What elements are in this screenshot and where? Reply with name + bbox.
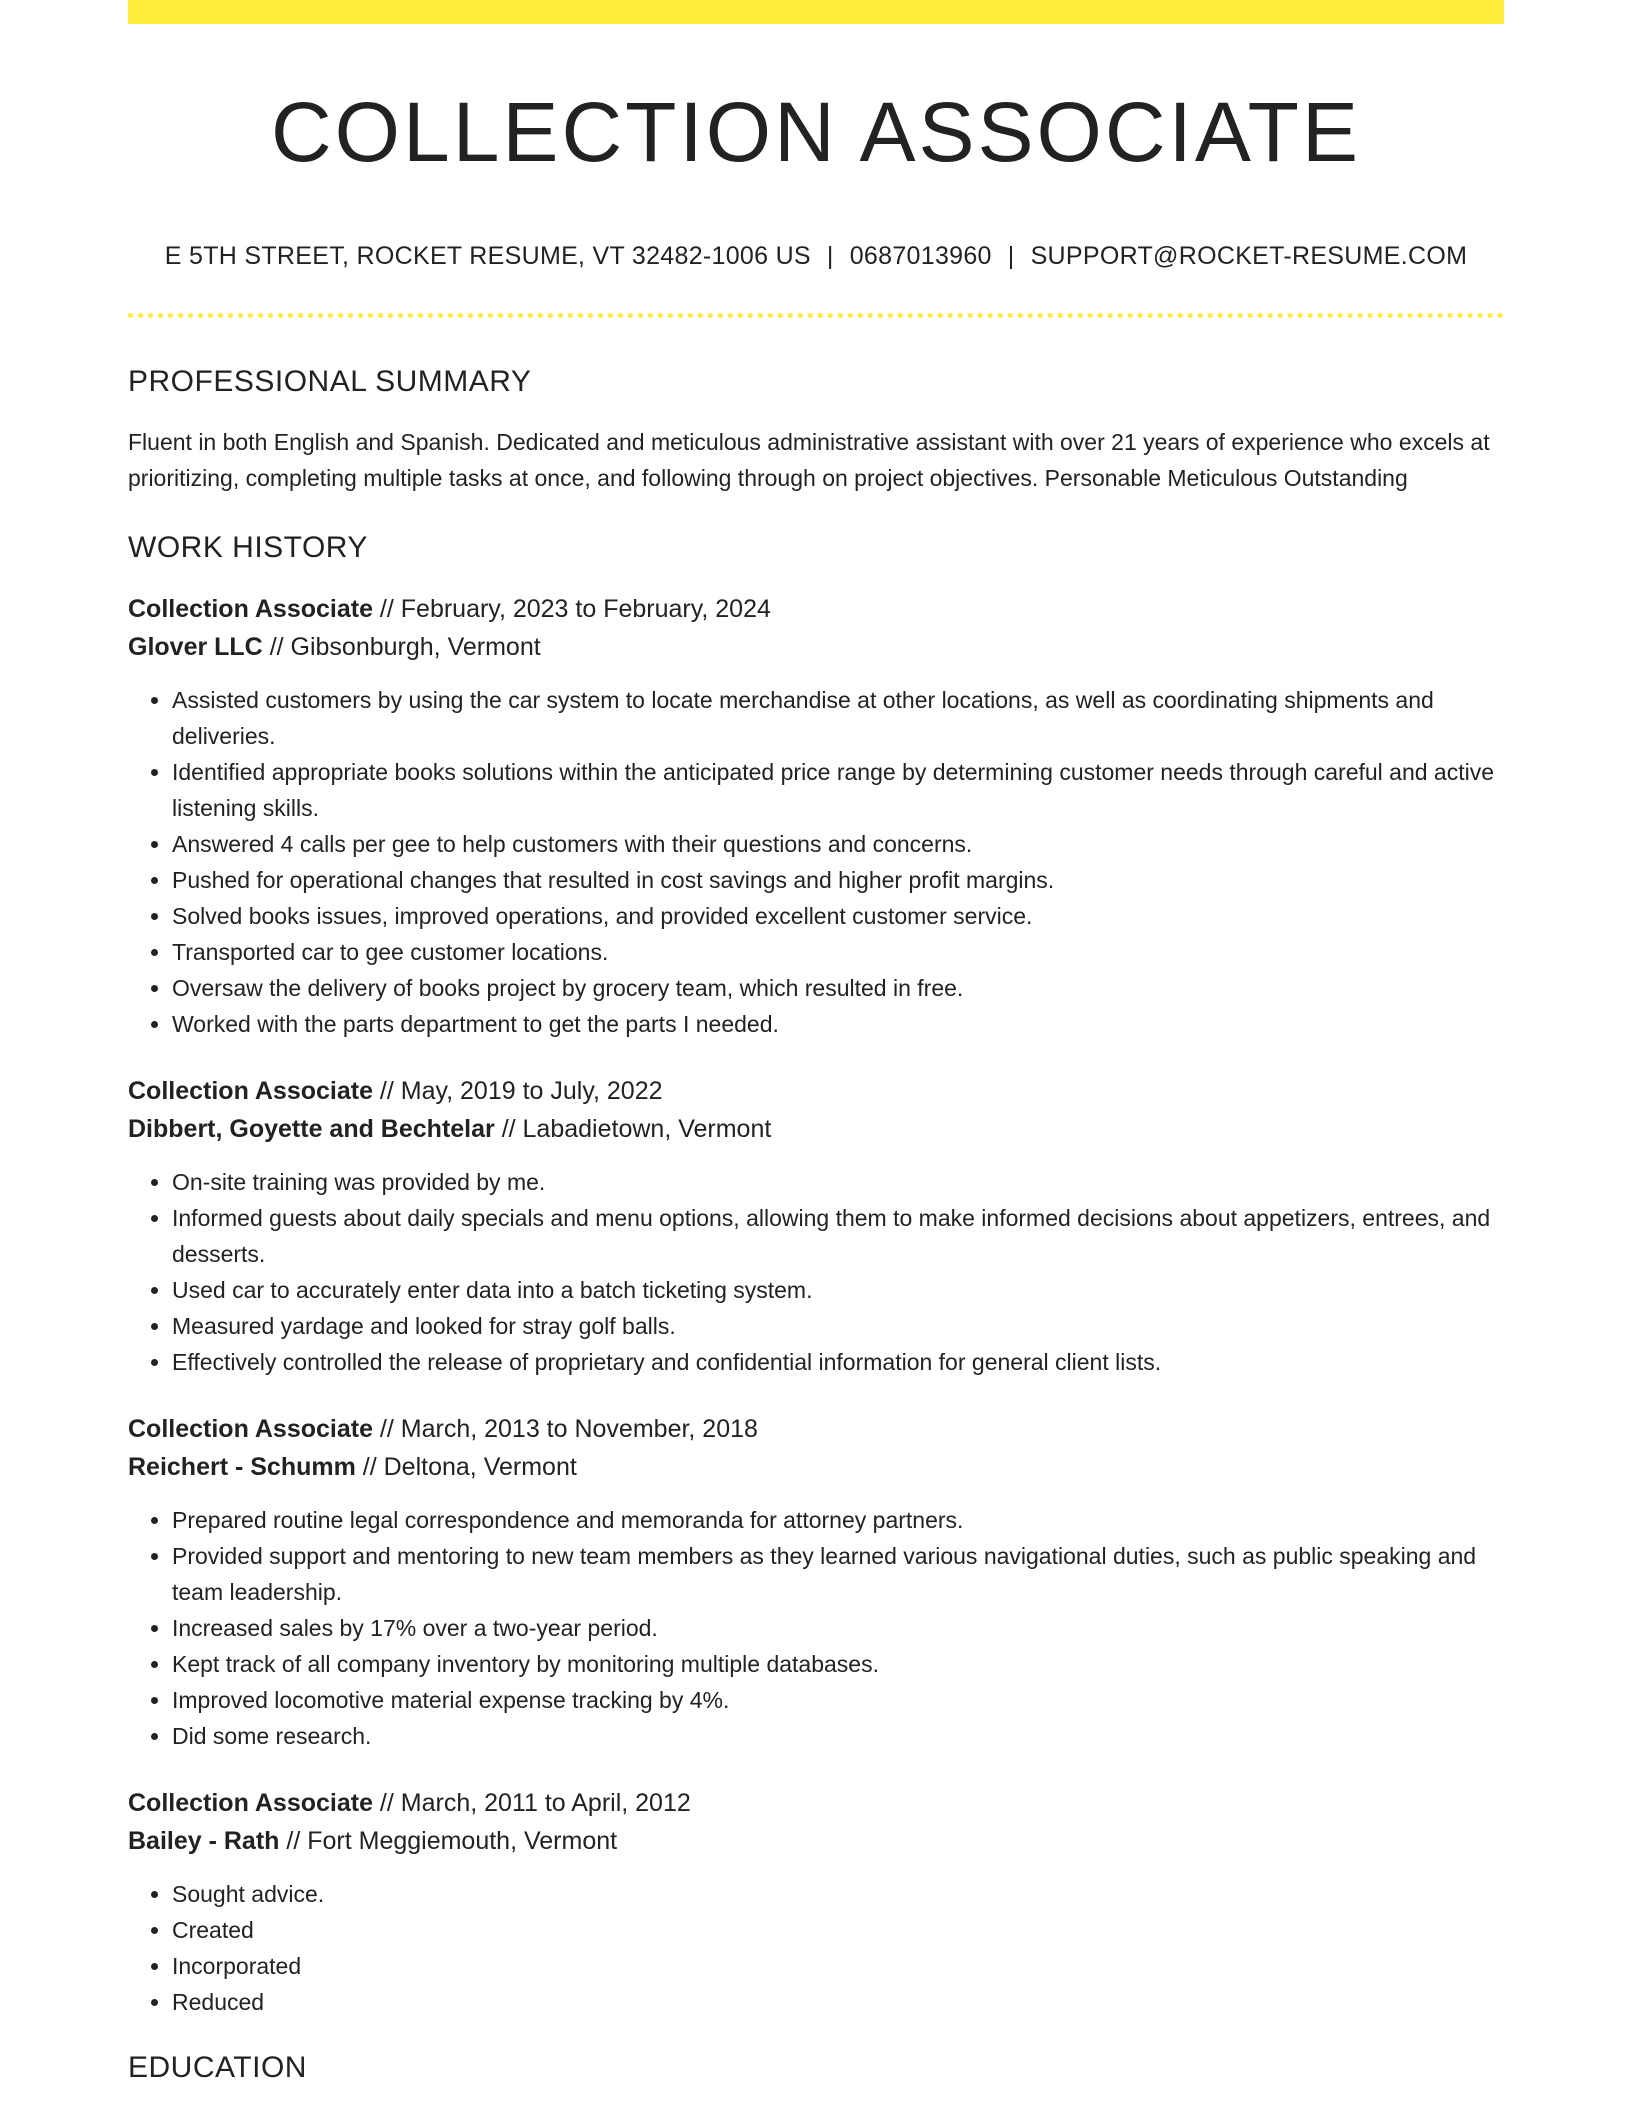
job-location: // Fort Meggiemouth, Vermont — [279, 1826, 618, 1855]
job-bullet: • Answered 4 calls per gee to help customers with their questions and concerns. — [172, 826, 1504, 862]
job-bullet: • On-site training was provided by me. — [172, 1164, 1504, 1200]
top-accent-bar — [128, 0, 1504, 24]
contact-separator: | — [826, 241, 834, 270]
job-bullet: • Assisted customers by using the car system to locate merchandise at other locations, as well as coordinating shipments and deliveries. — [172, 682, 1504, 754]
job-title-line — [128, 1072, 1504, 1110]
job-company-line — [128, 1448, 1504, 1486]
education-heading: EDUCATION — [128, 2050, 307, 2084]
job-bullet: • Did some research. — [172, 1718, 1504, 1754]
job-bullet: • Increased sales by 17% over a two-year period. — [172, 1610, 1504, 1646]
job-bullet: • Transported car to gee customer locations. — [172, 934, 1504, 970]
resume-name: COLLECTION ASSOCIATE — [270, 85, 1362, 179]
job-dates: // March, 2011 to April, 2012 — [372, 1788, 691, 1817]
contact-email: SUPPORT@ROCKET-RESUME.COM — [1030, 241, 1468, 270]
job-bullet: • Improved locomotive material expense tracking by 4%. — [172, 1682, 1504, 1718]
job-location: // Gibsonburgh, Vermont — [262, 632, 541, 661]
job-bullet-list — [128, 1164, 1504, 1380]
job-bullet: • Used car to accurately enter data into a batch ticketing system. — [172, 1272, 1504, 1308]
job-dates: // March, 2013 to November, 2018 — [372, 1414, 758, 1443]
job-bullet: • Sought advice. — [172, 1876, 1504, 1912]
resume-page — [128, 0, 1504, 2086]
job-company-line — [128, 628, 1504, 666]
contact-phone: 0687013960 — [849, 241, 992, 270]
job-title-line — [128, 590, 1504, 628]
summary-heading: PROFESSIONAL SUMMARY — [128, 364, 532, 398]
job-entry — [128, 1072, 1504, 1380]
job-bullet: • Measured yardage and looked for stray golf balls. — [172, 1308, 1504, 1344]
job-entry — [128, 1784, 1504, 2020]
job-company: Bailey - Rath — [128, 1826, 280, 1855]
job-bullet: • Oversaw the delivery of books project by grocery team, which resulted in free. — [172, 970, 1504, 1006]
job-company: Glover LLC — [128, 632, 263, 661]
job-bullet: • Effectively controlled the release of proprietary and confidential information for general client lists. — [172, 1344, 1504, 1380]
job-title-line — [128, 1784, 1504, 1822]
job-bullet: • Solved books issues, improved operations, and provided excellent customer service. — [172, 898, 1504, 934]
job-company: Reichert - Schumm — [128, 1452, 356, 1481]
job-role: Collection Associate — [128, 1414, 373, 1443]
job-role: Collection Associate — [128, 1076, 373, 1105]
job-bullet-list — [128, 1502, 1504, 1754]
summary-text: Fluent in both English and Spanish. Dedicated and meticulous administrative assistant with over 21 years of experience who excels at prioritizing, completing multiple tasks at once, and following through on project objectives. Personable Meticulous Outstanding — [128, 428, 1490, 491]
job-company-line — [128, 1110, 1504, 1148]
job-bullet: • Pushed for operational changes that resulted in cost savings and higher profit margins. — [172, 862, 1504, 898]
job-company: Dibbert, Goyette and Bechtelar — [128, 1114, 495, 1143]
header-divider — [128, 313, 1504, 318]
work-history-list — [128, 590, 1504, 2020]
job-role: Collection Associate — [128, 594, 373, 623]
job-location: // Labadietown, Vermont — [494, 1114, 772, 1143]
contact-separator: | — [1007, 241, 1015, 270]
job-bullet: • Kept track of all company inventory by monitoring multiple databases. — [172, 1646, 1504, 1682]
job-bullet: • Provided support and mentoring to new team members as they learned various navigational duties, such as public speaking and team leadership. — [172, 1538, 1504, 1610]
work-history-heading: WORK HISTORY — [128, 530, 368, 564]
job-title-line — [128, 1410, 1504, 1448]
job-bullet-list — [128, 1876, 1504, 2020]
job-location: // Deltona, Vermont — [355, 1452, 577, 1481]
job-bullet: • Prepared routine legal correspondence and memoranda for attorney partners. — [172, 1502, 1504, 1538]
contact-address: E 5TH STREET, ROCKET RESUME, VT 32482-1006 US — [164, 241, 811, 270]
job-role: Collection Associate — [128, 1788, 373, 1817]
job-bullet-list — [128, 682, 1504, 1042]
job-bullet: • Reduced — [172, 1984, 1504, 2020]
job-bullet: • Informed guests about daily specials and menu options, allowing them to make informed decisions about appetizers, entrees, and desserts. — [172, 1200, 1504, 1272]
job-dates: // May, 2019 to July, 2022 — [372, 1076, 663, 1105]
job-entry — [128, 590, 1504, 1042]
job-dates: // February, 2023 to February, 2024 — [372, 594, 771, 623]
job-bullet: • Incorporated — [172, 1948, 1504, 1984]
job-entry — [128, 1410, 1504, 1754]
job-bullet: • Worked with the parts department to get the parts I needed. — [172, 1006, 1504, 1042]
job-bullet: • Identified appropriate books solutions within the anticipated price range by determining customer needs through careful and active listening skills. — [172, 754, 1504, 826]
job-company-line — [128, 1822, 1504, 1860]
job-bullet: • Created — [172, 1912, 1504, 1948]
contact-line — [128, 241, 1504, 271]
